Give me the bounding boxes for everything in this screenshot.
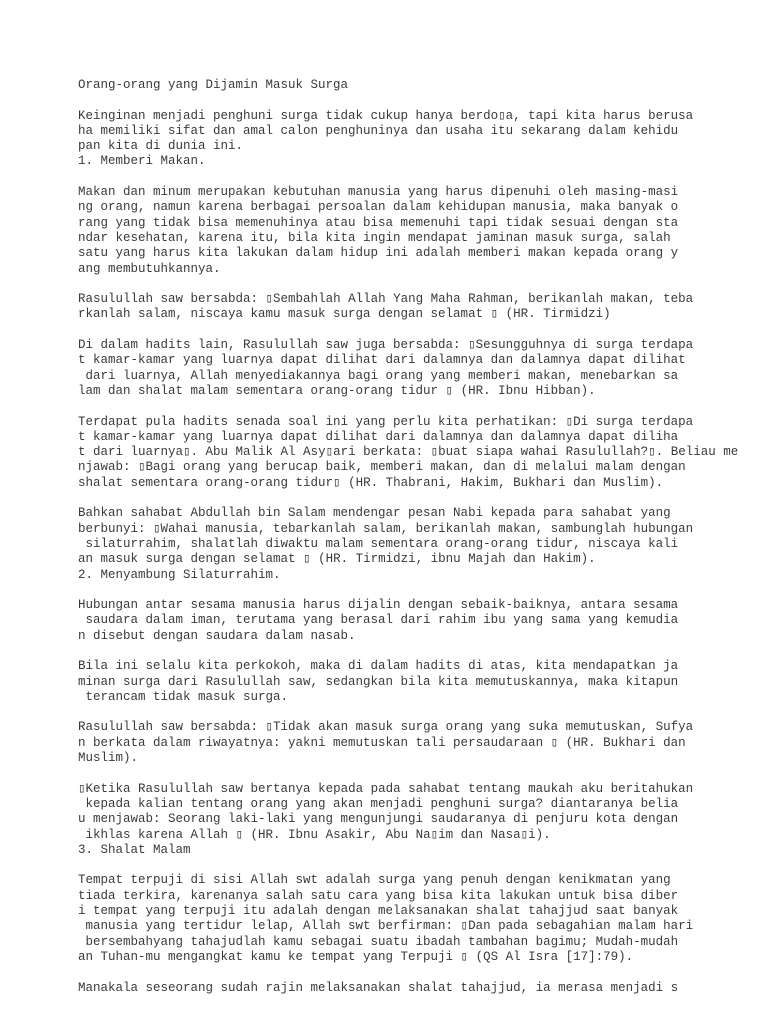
text-line: tiada terkira, karenanya salah satu cara yang bisa kita lakukan untuk bisa diber <box>78 888 679 903</box>
text-line: i tempat yang terpuji itu adalah dengan melaksanakan shalat tahajjud saat banyak <box>78 904 679 919</box>
text-line: 3. Shalat Malam <box>78 842 191 857</box>
paragraph-gap <box>78 399 768 414</box>
paragraph-gap <box>78 705 768 720</box>
text-line: Terdapat pula hadits senada soal ini yang perlu kita perhatikan: ▯Di surga terdapa <box>78 414 694 429</box>
paragraph-gap <box>78 323 768 338</box>
text-line: an masuk surga dengan selamat ▯ (HR. Tirmidzi, ibnu Majah dan Hakim). <box>78 552 596 567</box>
text-line: t kamar-kamar yang luarnya dapat dilihat dari dalamnya dan dalamnya dapat dilihat <box>78 353 686 368</box>
document-title: Orang-orang yang Dijamin Masuk Surga <box>78 78 349 92</box>
text-line: satu yang harus kita lakukan dalam hidup ini adalah memberi makan kepada orang y <box>78 246 679 261</box>
text-line: bersembahyang tahajudlah kamu sebagai suatu ibadah tambahan bagimu; Mudah-mudah <box>78 934 679 949</box>
text-line: ndar kesehatan, karena itu, bila kita ingin mendapat jaminan masuk surga, salah <box>78 230 671 245</box>
text-line: Hubungan antar sesama manusia harus dijalin dengan sebaik-baiknya, antara sesama <box>78 598 679 613</box>
text-line: rang yang tidak bisa memenuhinya atau bisa memenuhi tapi tidak sesuai dengan sta <box>78 215 679 230</box>
paragraph-gap <box>78 170 768 185</box>
text-line: Bahkan sahabat Abdullah bin Salam mendengar pesan Nabi kepada para sahabat yang <box>78 506 671 521</box>
text-line: kepada kalian tentang orang yang akan menjadi penghuni surga? diantaranya belia <box>78 796 679 811</box>
text-line: minan surga dari Rasulullah saw, sedangkan bila kita memutuskannya, maka kitapun <box>78 674 679 689</box>
text-line: Di dalam hadits lain, Rasulullah saw juga bersabda: ▯Sesungguhnya di surga terdapa <box>78 338 694 353</box>
text-line: Keinginan menjadi penghuni surga tidak cukup hanya berdo▯a, tapi kita harus berusa <box>78 108 694 123</box>
text-line: njawab: ▯Bagi orang yang berucap baik, memberi makan, dan di melalui malam dengan <box>78 460 686 475</box>
paragraph-gap <box>78 583 768 598</box>
text-line: Muslim). <box>78 751 139 766</box>
paragraph-gap <box>78 277 768 292</box>
text-line: Manakala seseorang sudah rajin melaksanakan shalat tahajjud, ia merasa menjadi s <box>78 980 679 995</box>
text-line: Rasulullah saw bersabda: ▯Tidak akan masuk surga orang yang suka memutuskan, Sufya <box>78 720 694 735</box>
text-line: rkanlah salam, niscaya kamu masuk surga dengan selamat ▯ (HR. Tirmidzi) <box>78 307 611 322</box>
paragraph-gap <box>78 965 768 980</box>
text-line: 1. Memberi Makan. <box>78 154 206 169</box>
text-line: shalat sementara orang-orang tidur▯ (HR. Thabrani, Hakim, Bukhari dan Muslim). <box>78 475 664 490</box>
text-line: Bila ini selalu kita perkokoh, maka di dalam hadits di atas, kita mendapatkan ja <box>78 659 679 674</box>
paragraph-gap <box>78 858 768 873</box>
text-line: t dari luarnya▯. Abu Malik Al Asy▯ari berkata: ▯buat siapa wahai Rasulullah?▯. Beliau me <box>78 445 739 460</box>
text-line: dari luarnya, Allah menyediakannya bagi orang yang memberi makan, menebarkan sa <box>78 368 679 383</box>
text-line: ▯Ketika Rasulullah saw bertanya kepada pada sahabat tentang maukah aku beritahukan <box>78 781 694 796</box>
text-line: ha memiliki sifat dan amal calon penghuninya dan usaha itu sekarang dalam kehidu <box>78 123 679 138</box>
text-line: pan kita di dunia ini. <box>78 139 244 154</box>
text-line: silaturrahim, shalatlah diwaktu malam sementara orang-orang tidur, niscaya kali <box>78 536 679 551</box>
paragraph-gap <box>78 766 768 781</box>
text-line: Tempat terpuji di sisi Allah swt adalah surga yang penuh dengan kenikmatan yang <box>78 873 671 888</box>
text-line: u menjawab: Seorang laki-laki yang mengunjungi saudaranya di penjuru kota dengan <box>78 812 679 827</box>
paragraph-gap <box>78 644 768 659</box>
text-line: n berkata dalam riwayatnya: yakni memutuskan tali persaudaraan ▯ (HR. Bukhari dan <box>78 735 686 750</box>
text-line: terancam tidak masuk surga. <box>78 689 289 704</box>
text-line: saudara dalam iman, terutama yang berasal dari rahim ibu yang sama yang kemudia <box>78 613 679 628</box>
text-line: ang membutuhkannya. <box>78 261 221 276</box>
text-line: lam dan shalat malam sementara orang-orang tidur ▯ (HR. Ibnu Hibban). <box>78 383 596 398</box>
document-body <box>78 78 768 996</box>
text-line: manusia yang tertidur lelap, Allah swt berfirman: ▯Dan pada sebagahian malam hari <box>78 919 694 934</box>
text-line: Makan dan minum merupakan kebutuhan manusia yang harus dipenuhi oleh masing-masi <box>78 185 679 200</box>
text-line: Rasulullah saw bersabda: ▯Sembahlah Allah Yang Maha Rahman, berikanlah makan, teba <box>78 292 694 307</box>
text-line: n disebut dengan saudara dalam nasab. <box>78 628 356 643</box>
text-line: ikhlas karena Allah ▯ (HR. Ibnu Asakir, Abu Na▯im dan Nasa▯i). <box>78 827 551 842</box>
text-line: t kamar-kamar yang luarnya dapat dilihat dari dalamnya dan dalamnya dapat diliha <box>78 429 679 444</box>
text-line: an Tuhan-mu mengangkat kamu ke tempat yang Terpuji ▯ (QS Al Isra [17]:79). <box>78 949 634 964</box>
paragraph-gap <box>78 491 768 506</box>
text-line: berbunyi: ▯Wahai manusia, tebarkanlah salam, berikanlah makan, sambunglah hubungan <box>78 521 694 536</box>
paragraph-gap <box>78 93 768 108</box>
text-line: ng orang, namun karena berbagai persoalan dalam kehidupan manusia, maka banyak o <box>78 200 679 215</box>
text-line: 2. Menyambung Silaturrahim. <box>78 567 281 582</box>
